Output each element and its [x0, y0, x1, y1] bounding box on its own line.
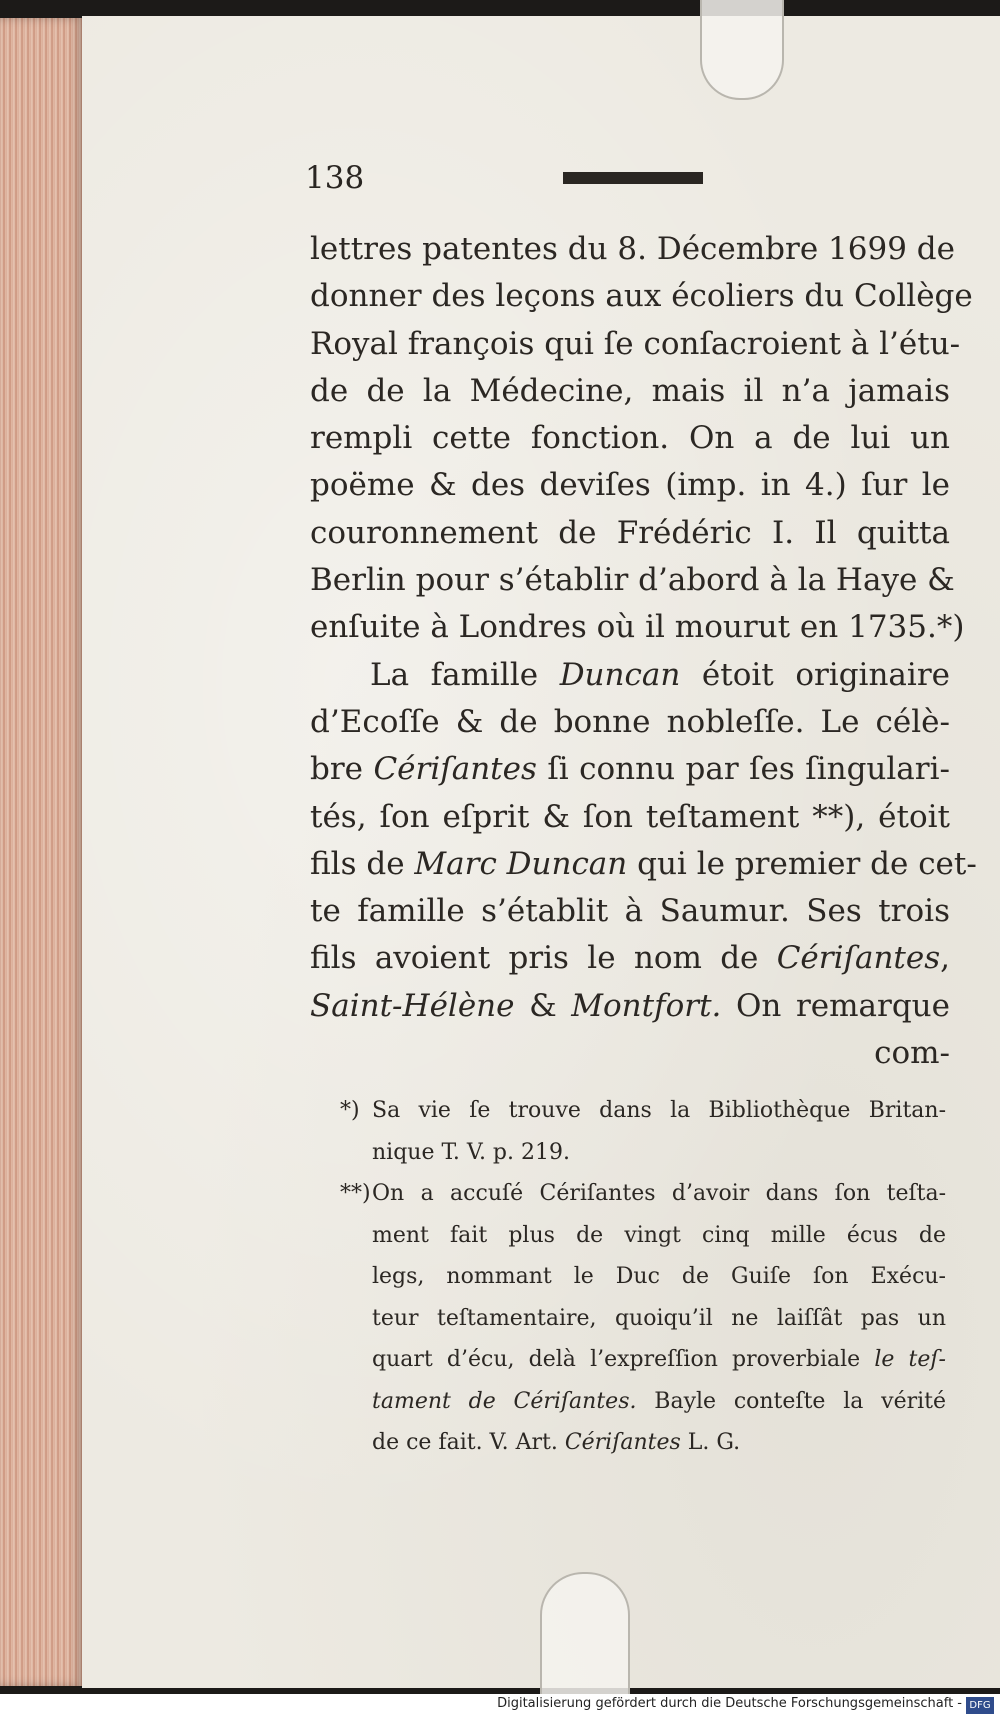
running-head — [305, 160, 955, 210]
text-line: d’Ecoſſe & de bonne nobleſſe. Le célè- — [310, 703, 950, 740]
text-line: poëme & des deviſes (imp. in 4.) ſur le — [310, 467, 950, 504]
footnote-2: **)On a accuſé Cériſantes d’avoir dans ſon teſta- — [340, 1173, 946, 1215]
dfg-logo-icon: DFG — [966, 1697, 994, 1714]
text-line: fils de Marc Duncan qui le premier de cet- — [310, 845, 977, 882]
text-line: Berlin pour s’établir d’abord à la Haye & — [310, 562, 955, 599]
name-cerisantes: Cériſantes — [776, 940, 941, 977]
footnote-line: nique T. V. p. 219. — [372, 1139, 570, 1165]
text-line: te famille s’établit à Saumur. Ses trois — [310, 893, 950, 930]
footnote-line: teur teſtamentaire, quoiqu’il ne laiſſât pas un — [372, 1305, 946, 1331]
name-cerisantes: Cériſantes — [373, 751, 537, 788]
footnote-line: tament de Cériſantes. Bayle conteſte la vérité — [372, 1388, 946, 1414]
footnote-line: ment fait plus de vingt cinq mille écus de — [372, 1222, 946, 1248]
text-line: tés, ſon eſprit & ſon teſtament **), étoit — [310, 798, 950, 835]
footnote-1: *) Sa vie ſe trouve dans la Bibliothèque Britan- — [340, 1090, 946, 1132]
funding-credit: Digitalisierung gefördert durch die Deutsche Forschungsgemeinschaft - — [497, 1696, 962, 1711]
text-line: bre Cériſantes ſi connu par ſes ſingulari- — [310, 751, 950, 788]
page-clip-bottom — [540, 1572, 630, 1694]
footnote-marker: **) — [340, 1181, 371, 1206]
footnote-line: quart d’écu, delà l’expreſſion proverbiale le teſ- — [372, 1347, 946, 1372]
paragraph-first-line: La famille Duncan étoit originaire — [370, 656, 950, 693]
name-saint-helene: Saint-Hélène — [310, 987, 515, 1024]
text-line: Saint-Hélène & Montfort. On remarque — [310, 987, 950, 1024]
book-fore-edge — [0, 18, 84, 1686]
catchword: com- — [874, 1035, 950, 1072]
main-text — [310, 226, 977, 1077]
text-line: rempli cette fonction. On a de lui un — [310, 420, 950, 457]
text-line: Royal françois qui ſe conſacroient à l’étu- — [310, 325, 961, 362]
head-ornament-rule — [563, 172, 703, 184]
text-line: fils avoient pris le nom de Cériſantes, — [310, 940, 950, 977]
page-clip-top — [700, 0, 784, 100]
page-number: 138 — [305, 160, 365, 196]
name-duncan: Duncan — [559, 656, 681, 693]
text-line: couronnement de Frédéric I. Il quitta — [310, 514, 950, 551]
footnote-line: de ce fait. V. Art. Cériſantes L. G. — [372, 1430, 741, 1455]
digitization-footer — [0, 1694, 1000, 1718]
text-line: de de la Médecine, mais il n’a jamais — [310, 372, 950, 409]
text-line: donner des leçons aux écoliers du Collège — [310, 278, 973, 315]
name-marc-duncan: Marc Duncan — [414, 845, 628, 882]
footnote-marker: *) — [340, 1098, 360, 1123]
text-line: enſuite à Londres où il mourut en 1735.*) — [310, 609, 965, 646]
footnote-line: legs, nommant le Duc de Guiſe ſon Exécu- — [372, 1264, 946, 1289]
name-montfort: Montfort. — [571, 987, 722, 1024]
footnotes — [340, 1090, 946, 1464]
text-line: lettres patentes du 8. Décembre 1699 de — [310, 231, 955, 267]
